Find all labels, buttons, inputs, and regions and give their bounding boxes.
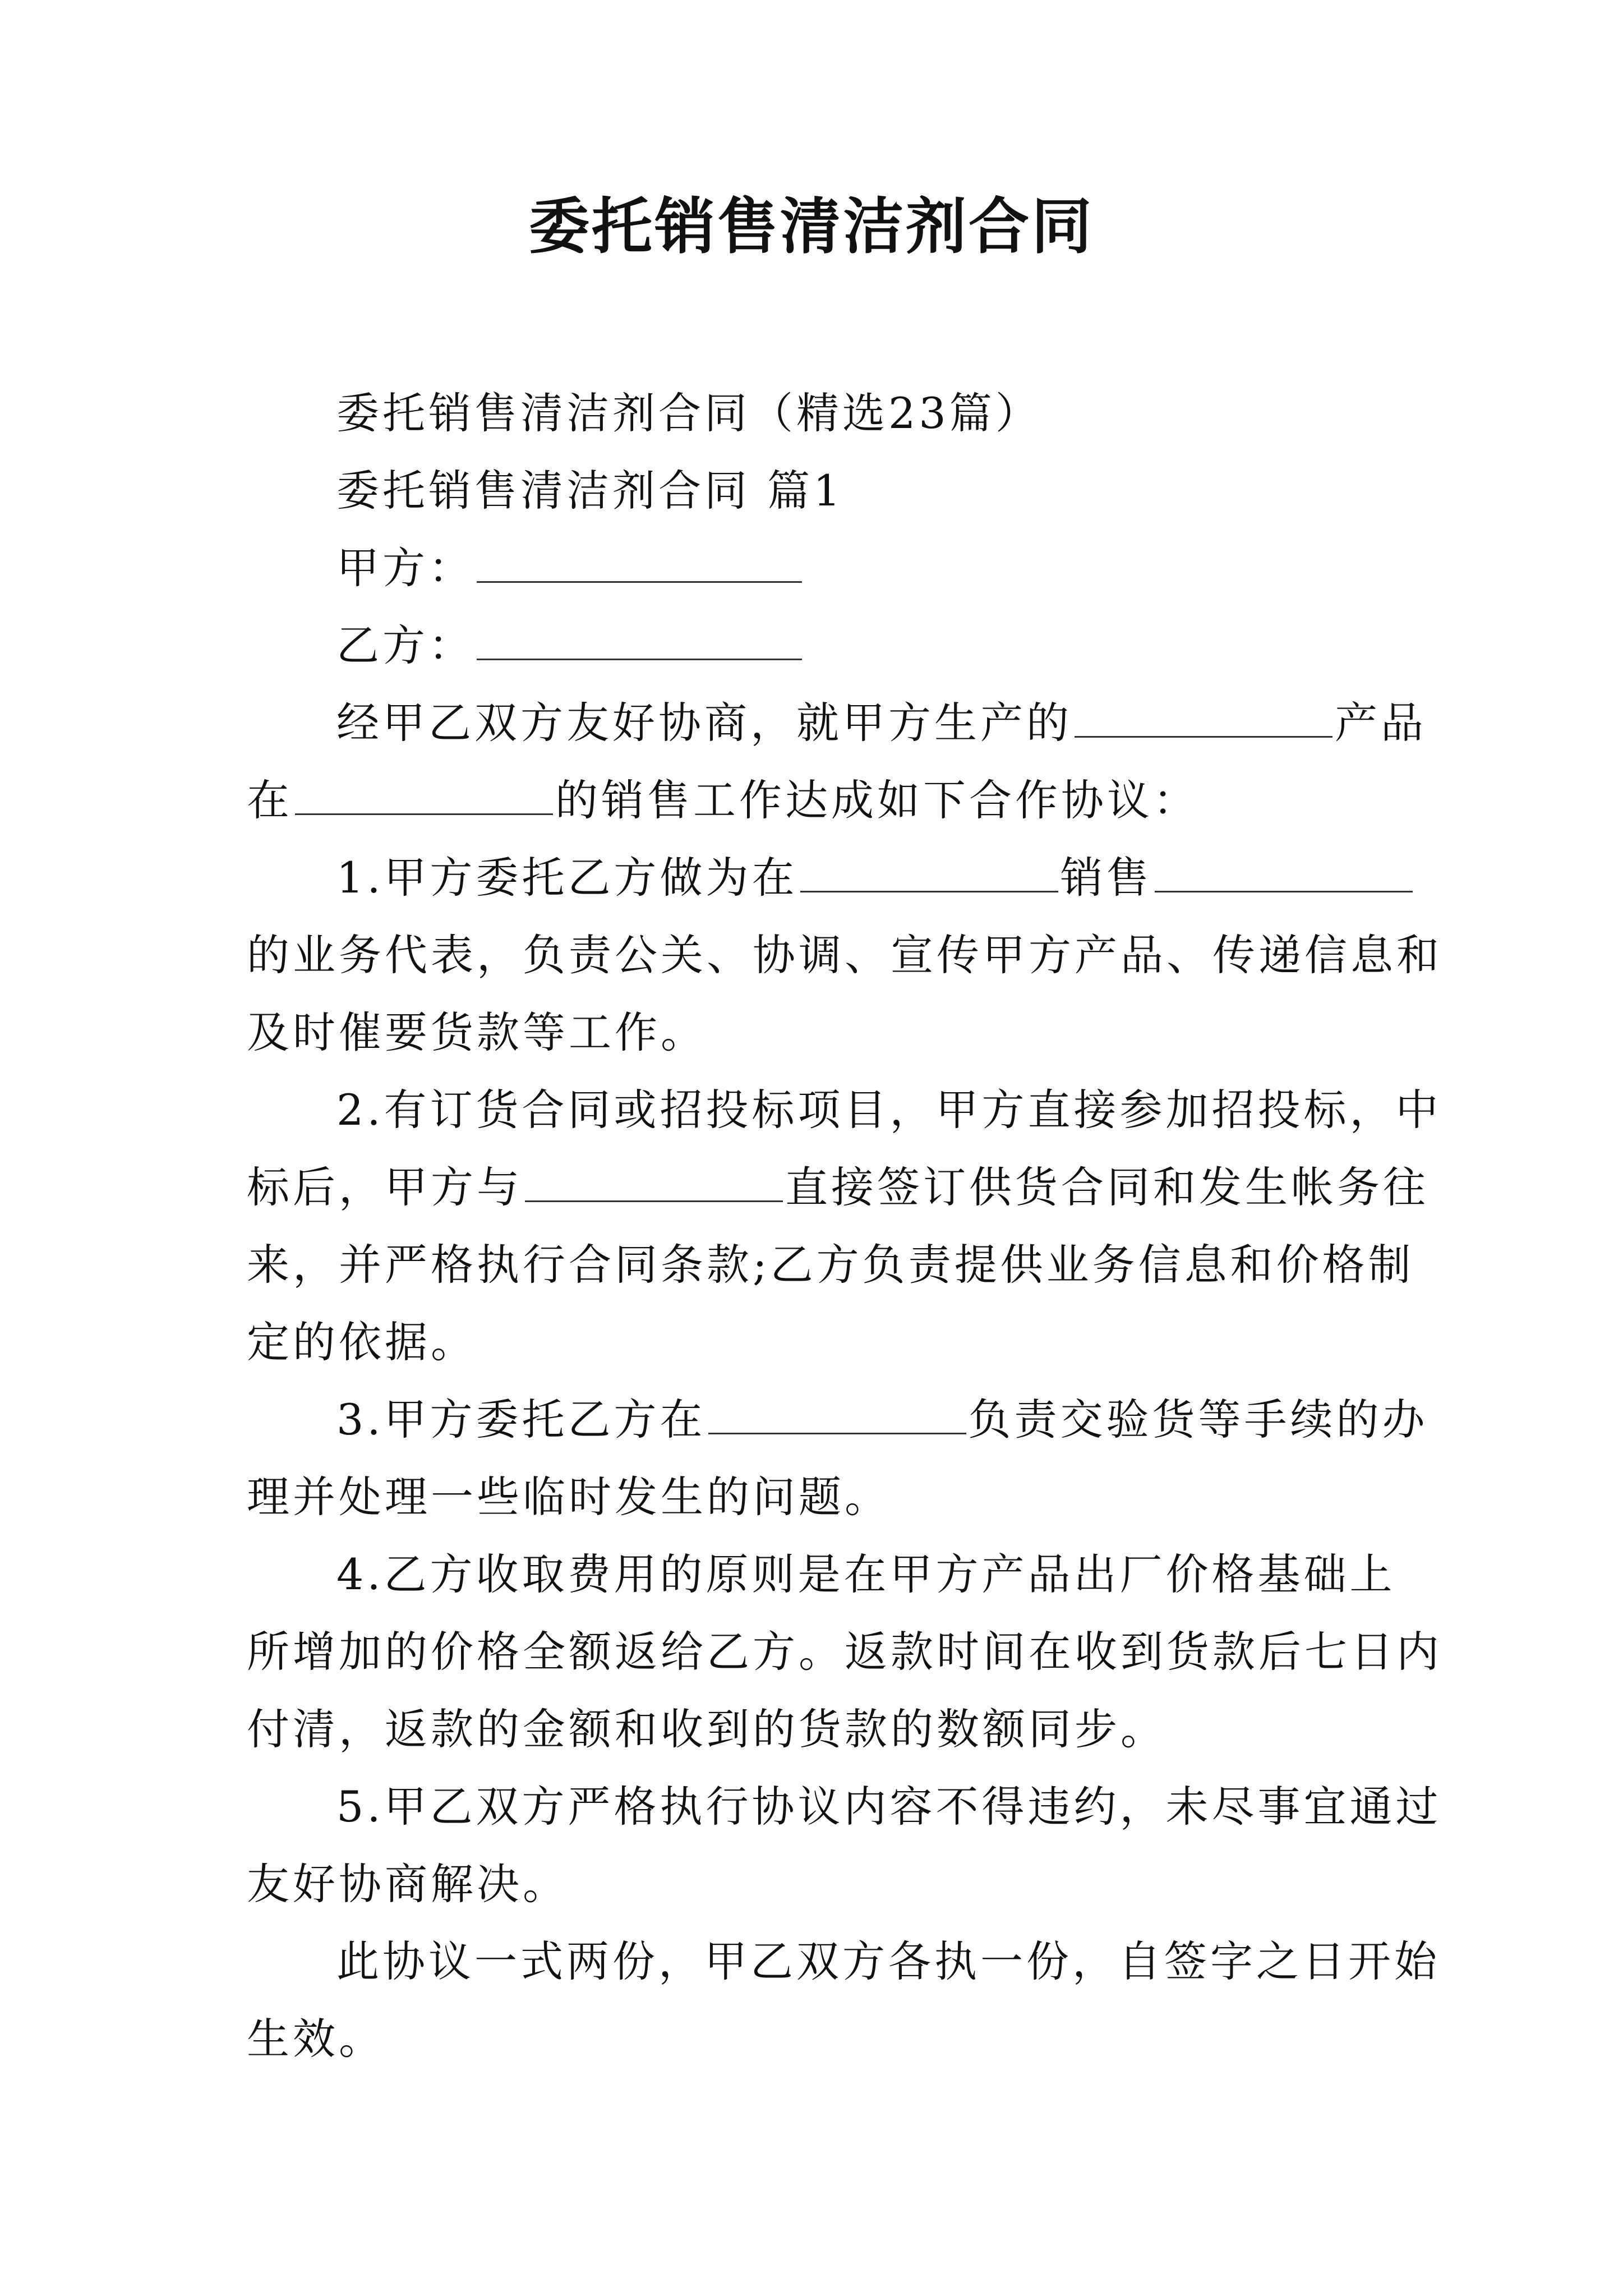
party-b-line: [247, 607, 1382, 684]
region-blank: [295, 779, 553, 815]
clause1-text-2: 销售: [1060, 853, 1152, 903]
closing-line-1: 此协议一式两份，甲乙双方各执一份，自签字之日开始: [336, 1936, 1440, 1986]
clause2-line-1: 2.有订货合同或招投标项目，甲方直接参加招投标，中: [336, 1085, 1442, 1135]
party-b-blank: [477, 624, 802, 660]
intro-text-4: 的销售工作达成如下合作协议：: [555, 775, 1199, 825]
intro-text-3: 在: [247, 775, 293, 825]
document-body: [247, 375, 1442, 2078]
clause2-text-1: 标后，甲方与: [247, 1162, 523, 1212]
clause2-text-2: 直接签订供货合同和发生帐务往: [785, 1162, 1429, 1212]
clause5-line-1: 5.甲乙双方严格执行协议内容不得违约，未尽事宜通过: [336, 1782, 1442, 1832]
party-a-blank: [477, 546, 802, 583]
product-blank: [1075, 701, 1332, 738]
intro-line-2: [247, 762, 1382, 839]
clause1-line-1: [247, 839, 1382, 917]
clause4-line-3: 付清，返款的金额和收到的货款的数额同步。: [247, 1704, 1166, 1754]
clause1-line-3: 及时催要货款等工作。: [247, 1007, 707, 1057]
section-heading: 委托销售清洁剂合同 篇1: [336, 466, 844, 516]
clause2-line-4: 定的依据。: [247, 1317, 477, 1367]
party-a-label: 甲方：: [336, 543, 474, 593]
clause2-line-3: 来，并严格执行合同条款;乙方负责提供业务信息和价格制: [247, 1240, 1414, 1290]
clause5-line-2: 友好协商解决。: [247, 1859, 569, 1909]
clause3-text-1: 3.甲方委托乙方在: [336, 1395, 706, 1444]
clause3-text-2: 负责交验货等手续的办: [968, 1395, 1428, 1444]
intro-text-1: 经甲乙双方友好协商，就甲方生产的: [336, 698, 1072, 748]
clause4-line-1: 4.乙方收取费用的原则是在甲方产品出厂价格基础上: [336, 1549, 1396, 1599]
clause2-line-2: [247, 1149, 1429, 1226]
clause3-line-2: 理并处理一些临时发生的问题。: [247, 1472, 891, 1522]
closing-line-2: 生效。: [247, 2014, 385, 2064]
clause1-text-1: 1.甲方委托乙方做为在: [336, 853, 798, 903]
clause1-product-blank: [1155, 856, 1413, 892]
document-subtitle: 委托销售清洁剂合同（精选23篇）: [336, 388, 1041, 438]
clause1-line-2: 的业务代表，负责公关、协调、宣传甲方产品、传递信息和: [247, 930, 1442, 980]
clause4-line-2: 所增加的价格全额返给乙方。返款时间在收到货款后七日内: [247, 1627, 1442, 1677]
clause3-location-blank: [708, 1398, 966, 1434]
clause1-location-blank: [800, 856, 1058, 892]
party-a-line: [247, 530, 1382, 607]
clause2-counterparty-blank: [525, 1166, 783, 1202]
party-b-label: 乙方：: [336, 620, 474, 670]
clause3-line-1: [247, 1381, 1428, 1458]
intro-line-1: [247, 684, 1427, 762]
document-title: 委托销售清洁剂合同: [528, 192, 1094, 262]
intro-text-2: 产品: [1335, 698, 1427, 748]
